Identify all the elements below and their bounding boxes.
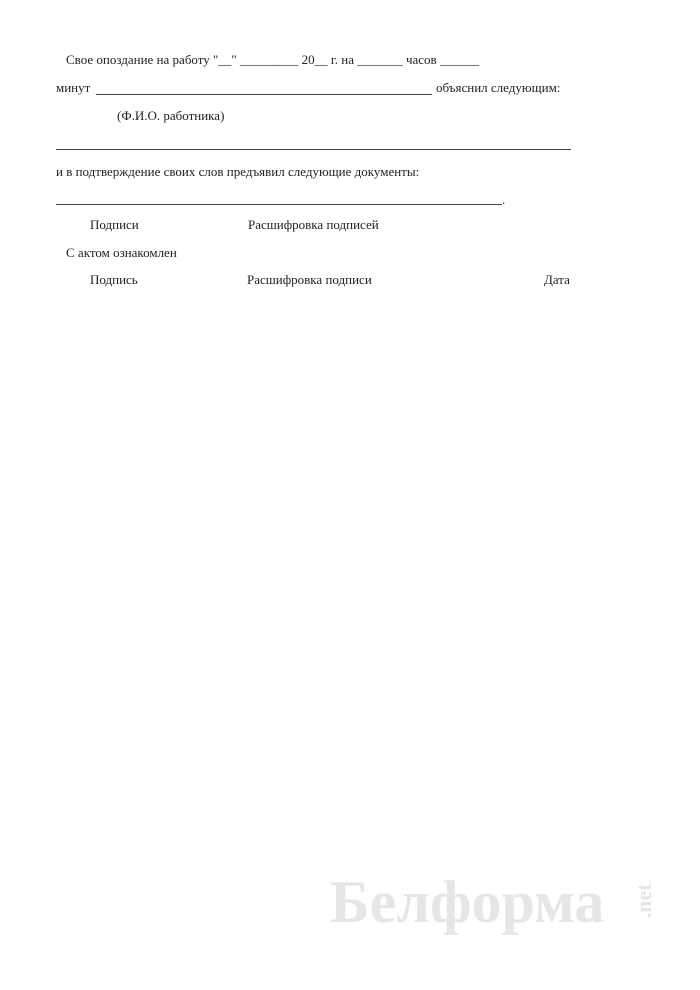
signature-decoding-label: Расшифровка подписи [247,272,372,287]
explanation-full-line [56,149,571,150]
watermark-domain-box [624,866,664,936]
date-label: Дата [544,272,570,287]
minutes-label: минут [56,80,91,95]
explained-label: объяснил следующим: [436,80,561,95]
explanation-blank-line [96,94,432,95]
documents-period: . [502,192,506,207]
watermark-domain: .net [631,883,656,919]
employee-name-caption: (Ф.И.О. работника) [117,108,225,123]
signature-label: Подпись [90,272,138,287]
watermark-brand: Белформа [330,869,605,935]
documents-blank-line [56,204,502,205]
belforma-watermark [330,866,660,946]
lateness-statement-line: Свое опоздание на работу "__" _________ 20__ г. на _______ часов ______ [66,52,479,67]
acquainted-label: С актом ознакомлен [66,245,177,260]
documents-presented-label: и в подтверждение своих слов предъявил следующие документы: [56,164,420,179]
signatures-label: Подписи [90,217,139,232]
signatures-decoding-label: Расшифровка подписей [248,217,379,232]
